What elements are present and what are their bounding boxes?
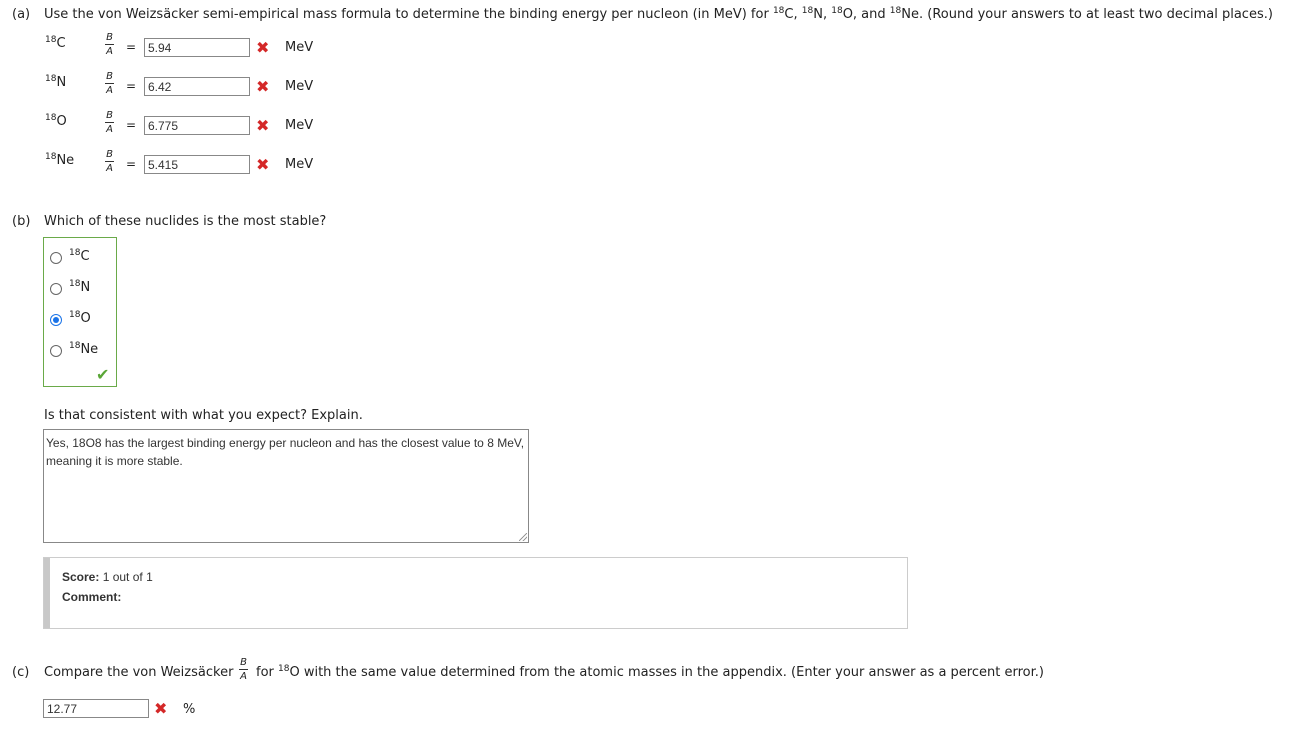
- part-a-label: (a): [12, 7, 31, 22]
- nuclide-label-n: $^{18}$N: [45, 74, 67, 90]
- wrong-icon: ✖: [256, 38, 270, 57]
- explain-textarea[interactable]: Yes, 18O8 has the largest binding energy per nucleon and has the closest value to 8 MeV, meaning it is more stable.: [43, 429, 529, 543]
- radio-18c[interactable]: [50, 252, 62, 264]
- b-over-a-fraction: B A: [240, 657, 247, 682]
- part-c-question-end: for $^{18}$O with the same value determined from the atomic masses in the appendix. (Enter your answer as a percent error.): [256, 664, 1044, 680]
- wrong-icon: ✖: [256, 77, 270, 96]
- nuclide-label-ne: $^{18}$Ne: [45, 152, 75, 168]
- unit-label: MeV: [285, 157, 314, 172]
- part-b-question: Which of these nuclides is the most stable?: [44, 214, 327, 229]
- radio-18ne[interactable]: [50, 345, 62, 357]
- unit-label: MeV: [285, 79, 314, 94]
- score-box-accent: [44, 558, 50, 628]
- percent-unit: %: [183, 702, 196, 717]
- answer-input-ne[interactable]: 5.415: [144, 155, 250, 174]
- option-label-18o: $^{18}$O: [69, 310, 91, 326]
- answer-input-o[interactable]: 6.775: [144, 116, 250, 135]
- unit-label: MeV: [285, 40, 314, 55]
- b-over-a-fraction: B A: [106, 110, 113, 135]
- comment-label: Comment:: [62, 590, 122, 604]
- equals-sign: =: [126, 118, 137, 132]
- b-over-a-fraction: B A: [106, 149, 113, 174]
- option-label-18c: $^{18}$C: [69, 248, 90, 264]
- b-over-a-fraction: B A: [106, 32, 113, 57]
- part-b-label: (b): [12, 214, 31, 229]
- nuclide-label-c: $^{18}$C: [45, 35, 66, 51]
- answer-input-c[interactable]: 5.94: [144, 38, 250, 57]
- explain-prompt: Is that consistent with what you expect? Explain.: [44, 408, 363, 423]
- resize-handle[interactable]: [519, 533, 527, 541]
- equals-sign: =: [126, 40, 137, 54]
- score-box: [43, 557, 908, 629]
- part-c-question-start: Compare the von Weizsäcker: [44, 665, 234, 680]
- part-a-question: Use the von Weizsäcker semi-empirical mass formula to determine the binding energy per nucleon (in MeV) for $^{18}$C, $^{18}$N, $^{18}$O, and $^{18}$Ne. (Round your answers to at least two decimal places.): [44, 6, 1273, 22]
- wrong-icon: ✖: [256, 155, 270, 174]
- score-line: Score: 1 out of 1: [62, 570, 153, 584]
- percent-error-input[interactable]: 12.77: [43, 699, 149, 718]
- option-label-18n: $^{18}$N: [69, 279, 91, 295]
- equals-sign: =: [126, 157, 137, 171]
- nuclide-label-o: $^{18}$O: [45, 113, 67, 129]
- unit-label: MeV: [285, 118, 314, 133]
- radio-18o[interactable]: [50, 314, 62, 326]
- b-over-a-fraction: B A: [106, 71, 113, 96]
- radio-18n[interactable]: [50, 283, 62, 295]
- part-c-label: (c): [12, 665, 30, 680]
- answer-input-n[interactable]: 6.42: [144, 77, 250, 96]
- equals-sign: =: [126, 79, 137, 93]
- check-icon: ✔: [96, 365, 110, 384]
- nuclide-radio-group: [43, 237, 117, 387]
- option-label-18ne: $^{18}$Ne: [69, 341, 99, 357]
- wrong-icon: ✖: [154, 699, 168, 718]
- wrong-icon: ✖: [256, 116, 270, 135]
